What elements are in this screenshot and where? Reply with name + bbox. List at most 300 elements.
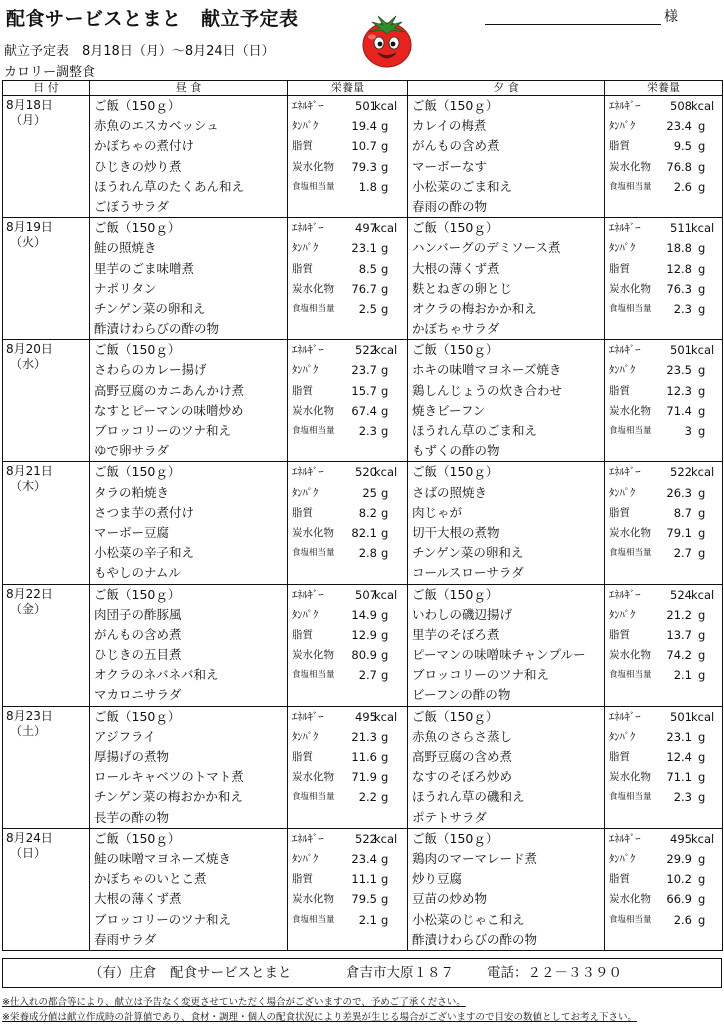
- date-label: 8月18日: [6, 98, 53, 112]
- dinner-nutrition-cell: [605, 462, 723, 584]
- nutrient-energy: [605, 829, 722, 849]
- nutrient-salt: [288, 299, 407, 319]
- nutrient-fat: [605, 259, 722, 279]
- dinner-dish: 切干大根の煮物: [412, 524, 500, 540]
- date-cell: [3, 584, 90, 706]
- nutrient-value: 2.7: [358, 668, 377, 683]
- nutrient-label: ﾀﾝﾊﾟｸ: [609, 486, 636, 499]
- nutrient-label: 炭水化物: [292, 404, 334, 417]
- nutrient-unit: g: [381, 159, 389, 174]
- lunch-dish: ブロッコリーのツナ和え: [94, 911, 232, 927]
- nutrient-unit: g: [698, 485, 706, 500]
- nutrient-value: 11.6: [351, 750, 377, 764]
- nutrient-label: ｴﾈﾙｷﾞｰ: [292, 588, 324, 601]
- nutrient-protein: [288, 483, 407, 503]
- nutrient-unit: g: [698, 139, 706, 154]
- lunch-dish: 長芋の酢の物: [94, 809, 170, 825]
- nutrient-fat: [605, 747, 722, 767]
- dinner-dish: 小松菜のごま和え: [412, 178, 513, 194]
- date-cell: [3, 340, 90, 462]
- dinner-dish: ホキの味噌マヨネーズ焼き: [412, 362, 562, 378]
- lunch-dish: かぼちゃの煮付け: [94, 138, 195, 154]
- nutrient-value: 12.8: [666, 261, 692, 276]
- nutrient-label: 脂質: [609, 140, 630, 153]
- lunch-dish: 大根の薄くず煮: [94, 891, 182, 907]
- dinner-dish: もずくの酢の物: [412, 443, 500, 459]
- nutrient-fat: [288, 381, 407, 401]
- nutrient-label: ﾀﾝﾊﾟｸ: [609, 242, 636, 255]
- nutrient-label: 炭水化物: [292, 771, 334, 784]
- nutrient-unit: g: [698, 790, 706, 805]
- nutrient-value: 495: [355, 709, 377, 724]
- dinner-cell: [408, 828, 605, 950]
- nutrient-label: 食塩相当量: [292, 914, 335, 925]
- date-label: 8月19日: [6, 220, 53, 235]
- tomato-mascot-icon: [360, 10, 414, 70]
- nutrient-value: 12.3: [666, 383, 692, 398]
- nutrient-value: 13.7: [666, 627, 692, 642]
- nutrient-unit: kcal: [691, 99, 715, 113]
- nutrient-energy: [288, 462, 407, 482]
- lunch-dish: ほうれん草のたくあん和え: [94, 178, 245, 194]
- nutrient-label: 脂質: [609, 628, 630, 641]
- nutrient-salt: [605, 665, 722, 685]
- menu-table: [2, 80, 723, 951]
- weekday-label: （金）: [10, 601, 47, 616]
- dinner-dish: 大根の薄くず煮: [412, 260, 500, 276]
- nutrient-protein: [288, 849, 407, 869]
- lunch-dish: 春雨サラダ: [94, 931, 157, 947]
- nutrient-protein: [605, 360, 722, 380]
- nutrient-protein: [605, 483, 722, 503]
- nutrient-protein: [605, 116, 722, 136]
- nutrient-label: ｴﾈﾙｷﾞｰ: [609, 832, 641, 845]
- nutrient-carb: [288, 157, 407, 177]
- nutrient-salt: [605, 299, 722, 319]
- nutrient-label: ﾀﾝﾊﾟｸ: [292, 242, 319, 255]
- nutrient-value: 18.8: [666, 241, 692, 256]
- date-cell: [3, 96, 90, 218]
- nutrient-unit: g: [698, 607, 706, 622]
- nutrient-value: 15.7: [351, 383, 377, 398]
- nutrient-salt: [605, 177, 722, 197]
- lunch-dish: ご飯（150ｇ）: [94, 220, 181, 236]
- dinner-dish: ほうれん草の磯和え: [412, 789, 525, 805]
- dinner-dish: 里芋のそぼろ煮: [412, 626, 500, 642]
- lunch-dish: ご飯（150ｇ）: [94, 586, 181, 602]
- nutrient-value: 1.8: [358, 179, 377, 194]
- nutrient-label: ｴﾈﾙｷﾞｰ: [292, 222, 324, 235]
- nutrient-label: ﾀﾝﾊﾟｸ: [609, 120, 636, 133]
- dinner-nutrition-cell: [605, 218, 723, 340]
- nutrient-unit: kcal: [374, 831, 398, 846]
- nutrient-salt: [605, 787, 722, 807]
- nutrient-salt: [288, 421, 407, 441]
- dinner-dish: 焼きビーフン: [412, 402, 486, 418]
- lunch-dish: ごぼうサラダ: [94, 198, 169, 214]
- nutrient-salt: [288, 177, 407, 197]
- nutrient-label: 炭水化物: [609, 771, 651, 784]
- nutrient-salt: [288, 787, 407, 807]
- nutrient-value: 2.5: [358, 301, 377, 316]
- dinner-dish: かぼちゃサラダ: [412, 321, 500, 337]
- nutrient-value: 25: [362, 485, 377, 500]
- nutrient-value: 23.1: [351, 241, 377, 256]
- nutrient-carb: [605, 157, 722, 177]
- nutrient-value: 21.3: [351, 729, 377, 744]
- header-lunch: 昼 食: [90, 81, 288, 96]
- nutrient-value: 522: [355, 831, 377, 846]
- lunch-dish: マーボー豆腐: [94, 524, 170, 540]
- nutrient-energy: [288, 96, 407, 116]
- nutrient-value: 2.6: [673, 179, 692, 194]
- nutrient-label: 脂質: [292, 262, 313, 275]
- nutrient-unit: g: [698, 546, 706, 561]
- nutrient-unit: kcal: [374, 343, 398, 358]
- nutrient-label: 脂質: [292, 873, 313, 886]
- nutrient-label: ｴﾈﾙｷﾞｰ: [609, 588, 641, 601]
- nutrient-label: ﾀﾝﾊﾟｸ: [609, 730, 636, 743]
- nutrient-value: 2.1: [358, 912, 377, 927]
- nutrient-value: 8.7: [673, 505, 692, 520]
- nutrient-label: 脂質: [292, 140, 313, 153]
- nutrient-carb: [605, 645, 722, 665]
- nutrient-protein: [288, 727, 407, 747]
- nutrient-label: 食塩相当量: [609, 303, 652, 314]
- nutrient-value: 508: [670, 99, 692, 113]
- weekday-label: （月）: [10, 113, 47, 127]
- nutrient-label: ﾀﾝﾊﾟｸ: [292, 486, 319, 499]
- lunch-nutrition-cell: [288, 462, 408, 584]
- nutrient-value: 29.9: [666, 851, 692, 866]
- nutrient-label: ﾀﾝﾊﾟｸ: [609, 364, 636, 377]
- nutrient-unit: g: [698, 912, 706, 927]
- lunch-dish: さつま芋の煮付け: [94, 504, 195, 520]
- nutrient-label: ｴﾈﾙｷﾞｰ: [609, 710, 641, 723]
- dinner-dish: チンゲン菜の卵和え: [412, 545, 524, 561]
- nutrient-fat: [605, 869, 722, 889]
- nutrient-unit: g: [698, 241, 706, 256]
- dinner-dish: 高野豆腐の含め煮: [412, 749, 513, 764]
- nutrient-value: 79.1: [666, 525, 692, 540]
- dinner-dish: ポテトサラダ: [412, 809, 487, 825]
- nutrient-label: 食塩相当量: [609, 181, 652, 192]
- nutrient-energy: [288, 340, 407, 360]
- nutrient-value: 23.5: [666, 363, 692, 378]
- nutrient-value: 79.5: [351, 892, 377, 907]
- nutrient-energy: [288, 707, 407, 727]
- nutrient-label: ﾀﾝﾊﾟｸ: [292, 364, 319, 377]
- day-row: [3, 462, 723, 584]
- nutrient-label: 脂質: [609, 751, 630, 763]
- nutrient-label: 脂質: [609, 506, 630, 519]
- lunch-cell: [90, 218, 288, 340]
- nutrient-label: ｴﾈﾙｷﾞｰ: [292, 344, 324, 357]
- nutrient-value: 67.4: [351, 403, 377, 418]
- nutrient-value: 497: [355, 221, 377, 236]
- nutrient-value: 71.4: [666, 403, 692, 418]
- nutrient-label: ｴﾈﾙｷﾞｰ: [609, 466, 641, 479]
- nutrient-label: ﾀﾝﾊﾟｸ: [292, 608, 319, 621]
- nutrient-value: 82.1: [351, 525, 377, 540]
- lunch-dish: ご飯（150ｇ）: [94, 342, 181, 358]
- nutrient-unit: g: [698, 648, 706, 663]
- lunch-cell: [90, 462, 288, 584]
- nutrient-carb: [288, 889, 407, 909]
- nutrient-value: 511: [670, 221, 692, 236]
- header-dinner-nutrition: 栄養量: [605, 81, 723, 96]
- nutrient-unit: g: [698, 119, 706, 134]
- nutrient-value: 8.5: [358, 261, 377, 276]
- nutrient-value: 76.7: [351, 281, 377, 296]
- nutrient-unit: g: [381, 770, 389, 785]
- nutrient-salt: [288, 665, 407, 685]
- nutrient-unit: g: [381, 607, 389, 622]
- lunch-dish: ご飯（150ｇ）: [94, 830, 181, 846]
- nutrient-label: 食塩相当量: [609, 548, 652, 559]
- nutrient-label: 炭水化物: [292, 893, 334, 906]
- dinner-dish: ご飯（150ｇ）: [412, 220, 499, 236]
- nutrient-value: 11.1: [351, 872, 377, 887]
- nutrient-value: 501: [670, 709, 692, 724]
- dinner-nutrition-cell: [605, 706, 723, 828]
- nutrient-label: 食塩相当量: [609, 426, 652, 436]
- nutrient-unit: kcal: [374, 99, 398, 113]
- nutrient-fat: [605, 381, 722, 401]
- nutrient-unit: g: [698, 383, 706, 398]
- nutrient-value: 23.4: [351, 851, 377, 866]
- nutrient-energy: [605, 707, 722, 727]
- lunch-dish: さわらのカレー揚げ: [94, 362, 207, 378]
- nutrient-label: 脂質: [292, 384, 313, 397]
- nutrient-unit: g: [698, 281, 706, 296]
- nutrient-carb: [605, 889, 722, 909]
- nutrient-fat: [288, 503, 407, 523]
- nutrient-unit: g: [698, 301, 706, 316]
- nutrient-label: 炭水化物: [609, 893, 651, 906]
- footer-contact: [2, 958, 722, 988]
- nutrient-unit: g: [381, 872, 389, 887]
- weekday-label: （日）: [10, 845, 47, 860]
- dinner-dish: オクラの梅おかか和え: [412, 300, 537, 316]
- nutrient-label: ｴﾈﾙｷﾞｰ: [609, 100, 641, 112]
- nutrient-carb: [605, 401, 722, 421]
- nutrient-fat: [605, 136, 722, 156]
- nutrient-protein: [288, 605, 407, 625]
- nutrient-carb: [605, 279, 722, 299]
- footer-phone: 電話：２２－３３９０: [487, 965, 622, 981]
- recipient-name-line: [485, 24, 661, 25]
- nutrient-protein: [288, 238, 407, 258]
- lunch-dish: オクラのネバネバ和え: [94, 667, 219, 683]
- lunch-dish: 酢漬けわらびの酢の物: [94, 321, 220, 337]
- nutrient-fat: [288, 259, 407, 279]
- nutrient-value: 71.9: [351, 770, 377, 785]
- nutrient-fat: [288, 136, 407, 156]
- nutrient-label: 炭水化物: [609, 526, 651, 539]
- nutrient-value: 21.2: [666, 607, 692, 622]
- date-label: 8月20日: [6, 342, 53, 357]
- dinner-dish: 炒り豆腐: [412, 871, 463, 887]
- nutrient-unit: g: [381, 892, 389, 907]
- header-dinner: 夕 食: [408, 81, 605, 96]
- header-lunch-nutrition: 栄養量: [288, 81, 408, 96]
- nutrient-value: 520: [355, 465, 377, 480]
- dinner-dish: さばの照焼き: [412, 484, 488, 500]
- nutrient-unit: kcal: [374, 587, 398, 602]
- nutrient-value: 2.3: [673, 790, 692, 805]
- note-nutrition-estimate: ※栄養成分値は献立作成時の計算値であり、食材・調理・個人の配食状況により差異が生じる場合がございますので目安の数値としてお考え下さい。: [2, 1012, 637, 1023]
- nutrient-unit: kcal: [691, 465, 715, 480]
- nutrient-unit: g: [381, 851, 389, 866]
- dinner-dish: ほうれん草のごま和え: [412, 423, 538, 438]
- dinner-nutrition-cell: [605, 584, 723, 706]
- date-cell: [3, 828, 90, 950]
- lunch-cell: [90, 584, 288, 706]
- dinner-dish: ご飯（150ｇ）: [412, 586, 499, 602]
- day-row: [3, 96, 723, 218]
- nutrient-unit: g: [381, 648, 389, 663]
- nutrient-label: 食塩相当量: [609, 914, 652, 925]
- dinner-dish: 豆苗の炒め物: [412, 891, 488, 907]
- nutrient-unit: g: [381, 546, 389, 561]
- nutrient-label: 炭水化物: [292, 282, 334, 295]
- nutrient-label: 炭水化物: [609, 282, 651, 295]
- weekday-label: （火）: [10, 235, 47, 250]
- nutrient-label: 食塩相当量: [609, 792, 652, 803]
- lunch-dish: 赤魚のエスカベッシュ: [94, 118, 219, 134]
- nutrient-label: ﾀﾝﾊﾟｸ: [292, 120, 319, 133]
- nutrient-carb: [605, 523, 722, 543]
- nutrient-carb: [288, 767, 407, 787]
- dinner-dish: ご飯（150ｇ）: [412, 708, 499, 724]
- lunch-dish: がんもの含め煮: [94, 626, 182, 642]
- nutrient-unit: kcal: [374, 221, 398, 236]
- schedule-period: 献立予定表 8月18日（月）～8月24日（日）: [4, 44, 275, 59]
- date-label: 8月22日: [6, 586, 53, 601]
- dinner-dish: ご飯（150ｇ）: [412, 98, 499, 113]
- nutrient-unit: g: [698, 505, 706, 520]
- nutrient-value: 495: [670, 831, 692, 846]
- nutrient-value: 26.3: [666, 485, 692, 500]
- menu-body: [3, 96, 723, 951]
- nutrient-carb: [288, 401, 407, 421]
- lunch-cell: [90, 96, 288, 218]
- lunch-dish: タラの粕焼き: [94, 484, 170, 500]
- lunch-dish: ご飯（150ｇ）: [94, 464, 181, 480]
- nutrient-label: ｴﾈﾙｷﾞｰ: [609, 222, 641, 235]
- nutrient-value: 522: [670, 465, 692, 480]
- dinner-dish: 鶏しんじょうの炊き合わせ: [412, 382, 563, 398]
- nutrient-protein: [288, 360, 407, 380]
- lunch-dish: ロールキャベツのトマト煮: [94, 769, 244, 785]
- nutrient-unit: kcal: [691, 831, 715, 846]
- lunch-dish: マカロニサラダ: [94, 687, 182, 703]
- dinner-cell: [408, 584, 605, 706]
- dinner-nutrition-cell: [605, 828, 723, 950]
- nutrient-unit: g: [381, 363, 389, 378]
- nutrient-fat: [288, 747, 407, 767]
- nutrient-value: 501: [670, 343, 692, 358]
- dinner-cell: [408, 340, 605, 462]
- nutrient-unit: g: [381, 485, 389, 500]
- nutrient-unit: g: [698, 872, 706, 887]
- dinner-cell: [408, 462, 605, 584]
- lunch-dish: チンゲン菜の梅おかか和え: [94, 789, 243, 805]
- dinner-dish: ピーマンの味噌味チャンプルー: [412, 647, 586, 663]
- nutrient-value: 522: [355, 343, 377, 358]
- nutrient-label: 食塩相当量: [292, 181, 335, 192]
- nutrient-unit: kcal: [691, 709, 715, 724]
- nutrient-unit: g: [381, 241, 389, 256]
- nutrient-unit: kcal: [374, 465, 398, 480]
- nutrient-unit: g: [381, 505, 389, 520]
- lunch-nutrition-cell: [288, 706, 408, 828]
- nutrient-unit: g: [381, 261, 389, 276]
- nutrient-value: 12.9: [351, 627, 377, 642]
- nutrient-label: 食塩相当量: [292, 670, 335, 681]
- nutrient-value: 79.3: [351, 159, 377, 174]
- header-date: 日 付: [3, 81, 90, 96]
- dinner-dish: カレイの梅煮: [412, 118, 487, 134]
- lunch-dish: ナポリタン: [94, 280, 157, 296]
- nutrient-label: ｴﾈﾙｷﾞｰ: [292, 710, 324, 723]
- nutrient-unit: g: [698, 729, 706, 744]
- recipient-honorific: 様: [664, 9, 678, 25]
- date-label: 8月24日: [6, 830, 53, 845]
- nutrient-protein: [605, 605, 722, 625]
- nutrient-unit: g: [381, 179, 389, 194]
- nutrient-fat: [288, 869, 407, 889]
- date-label: 8月21日: [6, 464, 53, 479]
- nutrient-fat: [288, 625, 407, 645]
- dinner-dish: 赤魚のさらさ蒸し: [412, 728, 513, 744]
- note-menu-change: ※仕入れの都合等により、献立は予告なく変更させていただく場合がございますので、予めご了承ください。: [2, 997, 466, 1008]
- dinner-dish: 春雨の酢の物: [412, 198, 488, 214]
- nutrient-label: 炭水化物: [609, 649, 651, 662]
- nutrient-value: 76.3: [666, 281, 692, 296]
- lunch-dish: ひじきの炒り煮: [94, 158, 182, 174]
- lunch-cell: [90, 706, 288, 828]
- nutrient-unit: g: [381, 139, 389, 154]
- nutrient-salt: [605, 543, 722, 563]
- nutrient-unit: g: [381, 790, 389, 805]
- dinner-nutrition-cell: [605, 340, 723, 462]
- nutrient-energy: [605, 340, 722, 360]
- dinner-cell: [408, 706, 605, 828]
- nutrient-label: 脂質: [292, 628, 313, 641]
- nutrient-unit: g: [698, 261, 706, 276]
- nutrient-value: 71.1: [666, 770, 692, 785]
- nutrient-fat: [605, 503, 722, 523]
- nutrient-value: 66.9: [666, 892, 692, 907]
- nutrient-label: 炭水化物: [292, 160, 334, 173]
- nutrient-label: ｴﾈﾙｷﾞｰ: [609, 344, 641, 357]
- day-row: [3, 706, 723, 828]
- date-cell: [3, 462, 90, 584]
- weekday-label: （土）: [10, 723, 47, 738]
- nutrient-carb: [288, 279, 407, 299]
- nutrient-unit: g: [381, 383, 389, 398]
- nutrient-label: 食塩相当量: [292, 303, 335, 314]
- dinner-dish: ご飯（150ｇ）: [412, 342, 499, 358]
- dinner-dish: ブロッコリーのツナ和え: [412, 667, 550, 683]
- nutrient-unit: kcal: [374, 709, 398, 724]
- nutrient-unit: g: [698, 892, 706, 907]
- nutrient-value: 23.4: [666, 119, 692, 134]
- nutrient-unit: g: [698, 851, 706, 866]
- nutrient-label: ﾀﾝﾊﾟｸ: [292, 852, 319, 865]
